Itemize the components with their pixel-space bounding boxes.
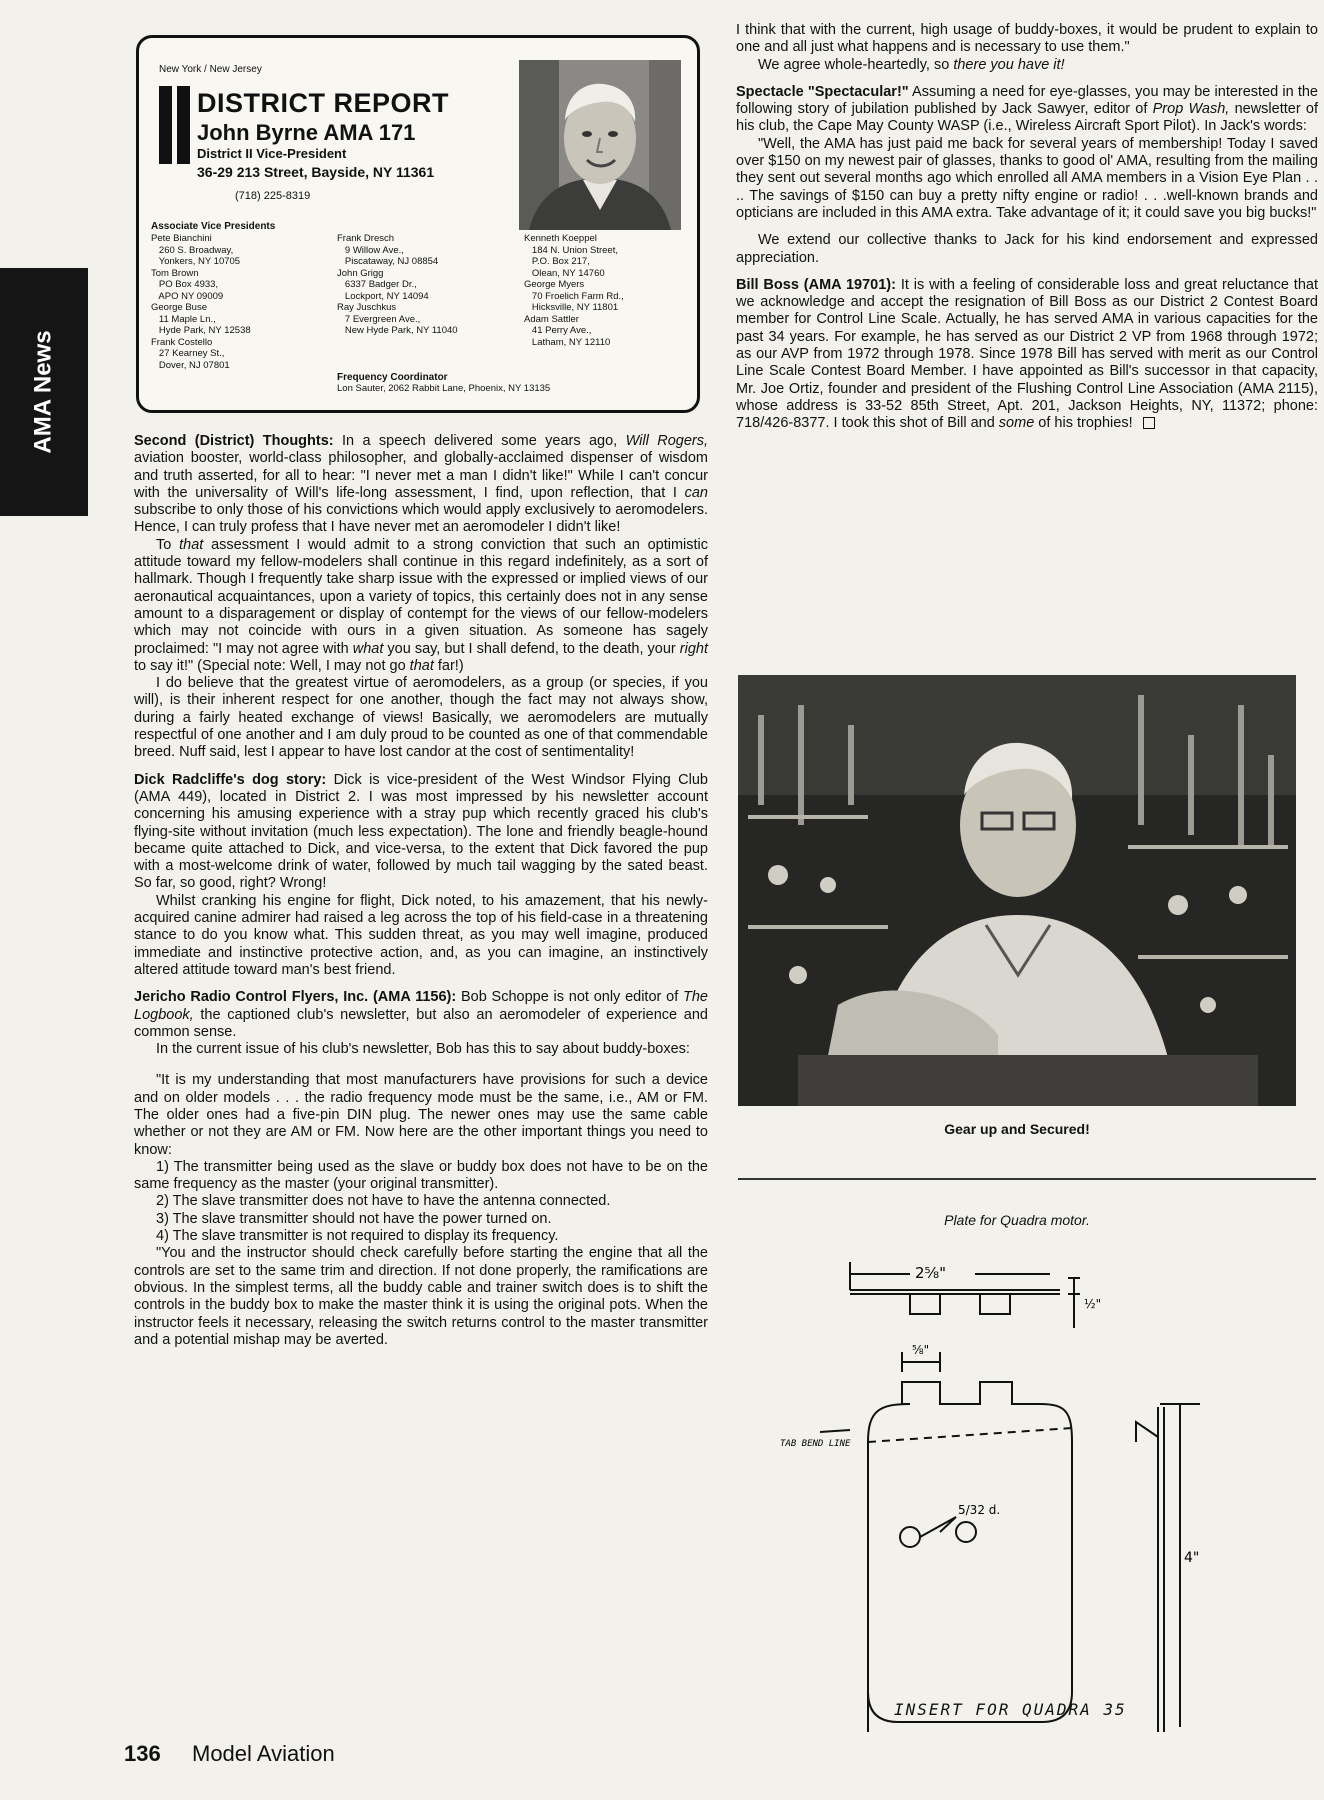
section-heading: Spectacle "Spectacular!" bbox=[736, 83, 909, 100]
insert-label: INSERT FOR QUADRA 35 bbox=[894, 1700, 1127, 1719]
paragraph bbox=[134, 537, 708, 675]
text: some bbox=[998, 415, 1035, 432]
paragraph: "It is my understanding that most manufacturers have provisions for such a device and on older models . . . the radio frequency mode must be the same, i.e., AM or FM. The older ones had a five-pin DIN plug. The newer ones may use the same cable whether or not they are AM or FM. Now here are the other important things you need to know: bbox=[134, 1072, 708, 1158]
end-of-article-mark bbox=[1143, 417, 1155, 429]
frequency-coordinator-label: Frequency Coordinator bbox=[337, 372, 448, 383]
associate-vps-heading: Associate Vice Presidents bbox=[151, 221, 276, 232]
frequency-coordinator-value: Lon Sauter, 2062 Rabbit Lane, Phoenix, NY 13135 bbox=[337, 383, 551, 394]
text: Assuming a need for eye-glasses, you may be interested in the following story of jubilation published by Jack Sawyer, editor of bbox=[736, 83, 1318, 118]
text: In a speech delivered some years ago, bbox=[333, 433, 626, 449]
text: subscribe to only those of his convictions which would apply exclusively to aeromodelers. Hence, I can truly profess that I have never met an aeromodeler I didn't like! bbox=[134, 502, 708, 536]
vp-name: John Byrne AMA 171 bbox=[197, 120, 416, 145]
text: far!) bbox=[433, 657, 464, 674]
dim-leader bbox=[920, 1517, 956, 1537]
text: We agree whole-heartedly, so bbox=[758, 56, 954, 73]
paragraph: 4) The slave transmitter is not required to display its frequency. bbox=[156, 1228, 559, 1245]
dim-tab-label: ⅝" bbox=[912, 1343, 930, 1357]
text: to say it!" (Special note: Well, I may not go bbox=[134, 657, 410, 674]
paragraph bbox=[134, 989, 708, 1041]
district-report-title: DISTRICT REPORT bbox=[197, 88, 450, 118]
section-tab bbox=[0, 268, 88, 516]
paragraph: We extend our collective thanks to Jack for his kind endorsement and expressed appreciation. bbox=[736, 232, 1318, 266]
text: that bbox=[409, 657, 434, 674]
paragraph: 1) The transmitter being used as the slave or buddy box does not have to be on the same frequency as the master (your original transmitter). bbox=[134, 1158, 708, 1193]
paragraph bbox=[736, 277, 1318, 433]
right-column bbox=[736, 22, 1318, 433]
associate-vps-column: Frank Dresch 9 Willow Ave., Piscataway, NJ 08854 John Grigg 6337 Badger Dr., Lockport, NY 14094 Ray Juschkus 7 Evergreen Ave., New Hyde Park, NY 11040 bbox=[337, 233, 458, 336]
buddy-box-quote bbox=[134, 1072, 708, 1349]
section-heading: Second (District) Thoughts: bbox=[134, 433, 334, 449]
plate-tab bbox=[910, 1294, 940, 1314]
section-heading: Dick Radcliffe's dog story: bbox=[134, 771, 327, 788]
quadra-plate-diagram bbox=[780, 1232, 1240, 1732]
vp-phone: (718) 225-8319 bbox=[235, 190, 311, 202]
photo-caption: Gear up and Secured! bbox=[944, 1121, 1090, 1137]
text: the captioned club's newsletter, but also an aeromodeler of experience and common sense. bbox=[134, 1006, 708, 1040]
text: Bob Schoppe is not only editor of bbox=[456, 989, 683, 1006]
text: To bbox=[156, 536, 180, 553]
paragraph: "You and the instructor should check carefully before starting the engine that all the controls are set to the same trim and direction. If not done properly, the ramifications are obvious. In the simplest terms, all the buddy cable and trainer switch does is to shift the controls in the buddy box to make the master think it is using the original pots. When the instructor feels it necessary, releasing the switch returns control to the master transmitter and a potential mishap may be averted. bbox=[134, 1245, 708, 1348]
left-column bbox=[134, 433, 708, 1349]
section-heading: Bill Boss (AMA 19701): bbox=[736, 276, 896, 293]
dim-width-label: 2⅝" bbox=[915, 1264, 946, 1282]
paragraph: I think that with the current, high usage of buddy-boxes, it would be prudent to explain to one and all just what happens and is necessary to use them." bbox=[736, 22, 1318, 56]
district-report-box bbox=[136, 35, 700, 413]
vp-portrait-photo bbox=[519, 60, 681, 230]
text: newsletter of his club, the Cape May County WASP (i.e., Wireless Aircraft Sport Pilot). In Jack's words: bbox=[736, 101, 1318, 135]
section-tab-label: AMA News bbox=[30, 330, 58, 454]
tab-leader bbox=[820, 1430, 850, 1432]
text: Prop Wash, bbox=[1152, 101, 1230, 118]
text: you say, but I shall defend, to the death, your bbox=[383, 640, 680, 657]
roman-numeral-bar bbox=[159, 86, 172, 164]
mount-hole bbox=[956, 1522, 976, 1542]
text: assessment I would admit to a strong conviction that such an optimistic attitude toward my fellow-modelers shall continue in this regard indefinitely, as a sort of hallmark. Though I frequently take sharp issue with the expressed or implied views of our aeronautical acquaintances, upon a variety of topics, this certainly does not in any sense amount to a disparagement or display of contempt for the views of our fellow-modelers which may not coincide with ours in a given situation. As someone has sagely proclaimed: "I may not agree with bbox=[134, 536, 708, 657]
mount-hole bbox=[900, 1527, 920, 1547]
text: that bbox=[179, 536, 204, 553]
text: what bbox=[352, 640, 384, 657]
paragraph: I do believe that the greatest virtue of aeromodelers, as a group (or species, if you will), is their inherent respect for one another, though the fact may not always show, during a fairly heated exchange of views! Basically, we aeromodelers are mutually respectful of one another and I am duly proud to be counted as one of that commendable breed. Nuff said, lest I appear to have lost candor at the cost of sentimentality! bbox=[134, 675, 708, 761]
roman-numeral-bar bbox=[177, 86, 190, 164]
paragraph bbox=[736, 57, 1318, 74]
associate-vps-column: Pete Bianchini 260 S. Broadway, Yonkers, NY 10705 Tom Brown PO Box 4933, APO NY 09009 George Buse 11 Maple Ln., Hyde Park, NY 12538 Frank Costello 27 Kearney St., Dover, NJ 07801 bbox=[151, 233, 251, 371]
side-view-tab bbox=[1136, 1422, 1158, 1442]
vp-role: District II Vice-President bbox=[197, 146, 347, 161]
text: Will Rogers, bbox=[625, 433, 708, 449]
text: can bbox=[684, 484, 708, 501]
paragraph bbox=[134, 433, 708, 537]
portrait-illustration bbox=[519, 60, 681, 230]
dim-hole-label: 5/32 d. bbox=[958, 1503, 1001, 1517]
text: of his trophies! bbox=[1034, 415, 1133, 432]
text: aviation booster, world-class philosopher, and globally-acclaimed dispenser of wisdom and truth asserted, for all to hear: "I never met a man I didn't like!" While I can't concur with the universality of Will's life-long assessment, I find, upon reflection, that I bbox=[134, 450, 708, 501]
tab-bend-label: TAB BEND LINE bbox=[780, 1439, 851, 1449]
plate-tab bbox=[980, 1294, 1010, 1314]
section-divider bbox=[738, 1178, 1316, 1180]
section-heading: Jericho Radio Control Flyers, Inc. (AMA 1156): bbox=[134, 989, 457, 1006]
dim-height-label: 4" bbox=[1184, 1550, 1200, 1566]
bend-line bbox=[868, 1428, 1072, 1442]
paragraph: Whilst cranking his engine for flight, Dick noted, to his amazement, that his newly-acquired canine admirer had raised a leg across the top of his field-case in a threatening stance to do you know what. This sudden threat, as you may well imagine, produced immediate and instinctive protective action, and, as you can imagine, an instinctively altered attitude toward man's best friend. bbox=[134, 892, 708, 978]
page-number: 136 bbox=[124, 1741, 161, 1766]
magazine-name: Model Aviation bbox=[192, 1741, 335, 1766]
associate-vps-column: Kenneth Koeppel 184 N. Union Street, P.O. Box 217, Olean, NY 14760 George Myers 70 Froelich Farm Rd., Hicksville, NY 11801 Adam Sattler 41 Perry Ave., Latham, NY 12110 bbox=[524, 233, 624, 348]
diagram-title: Plate for Quadra motor. bbox=[944, 1212, 1090, 1228]
paragraph: In the current issue of his club's newsletter, Bob has this to say about buddy-boxes: bbox=[156, 1041, 690, 1058]
paragraph bbox=[134, 772, 708, 893]
vp-address: 36-29 213 Street, Bayside, NY 11361 bbox=[197, 164, 435, 180]
paragraph: 3) The slave transmitter should not have the power turned on. bbox=[156, 1210, 552, 1227]
text: Dick is vice-president of the West Windsor Flying Club (AMA 449), located in District 2. I was most impressed by his newsletter account concerning his amusing experience with a stray pup which recently graced his club's flying-site without invitation (much less expectation). The lone and friendly beagle-hound became quite attached to Dick, and vice-versa, to the extent that Dick favored the pup with a most-welcome drink of water, followed by much tail wagging by the sated beast. So far, so good, right? Wrong! bbox=[134, 771, 708, 892]
paragraph bbox=[736, 84, 1318, 136]
text: there you have it! bbox=[953, 56, 1065, 73]
text: It is with a feeling of considerable loss and great reluctance that we acknowledge and accept the resignation of Bill Boss as our District 2 Contest Board member for Control Line Scale. Actually, he has served AMA in various capacities for the past 34 years. For example, he has served as our District 2 VP from 1968 through 1972; as our AVP from 1972 through 1978. Since 1978 Bill has served with merit as our Control Line Scale Contest Board Member. I have appointed as Bill's successor in that capacity, Mr. Joe Ortiz, founder and president of the Flushing Control Line Association (AMA 2115), whose address is 33-52 85th Street, Apt. 201, Jackson Heights, NY, 11372; phone: 718/426-8377. I took this shot of Bill and bbox=[736, 276, 1318, 432]
photo-illustration bbox=[738, 675, 1296, 1106]
paragraph: "Well, the AMA has just paid me back for several years of membership! Today I saved over $150 on my newest pair of glasses, thanks to good ol' AMA, resulting from the mailing they sent out several months ago which enrolled all AMA members in a Vision Eye Plan . . .. The savings of $150 can buy a pretty nifty engine or radio! . . .well-known brands and opticians are included in this AMA extra. Take advantage of it; it could save you big bucks!" bbox=[736, 135, 1318, 221]
text: The Logbook, bbox=[134, 989, 708, 1023]
trophy-photo bbox=[738, 675, 1296, 1106]
region-label: New York / New Jersey bbox=[159, 64, 262, 75]
text: right bbox=[679, 640, 708, 657]
dim-height-small-label: ½" bbox=[1084, 1297, 1102, 1311]
paragraph: 2) The slave transmitter does not have to have the antenna connected. bbox=[156, 1193, 611, 1210]
